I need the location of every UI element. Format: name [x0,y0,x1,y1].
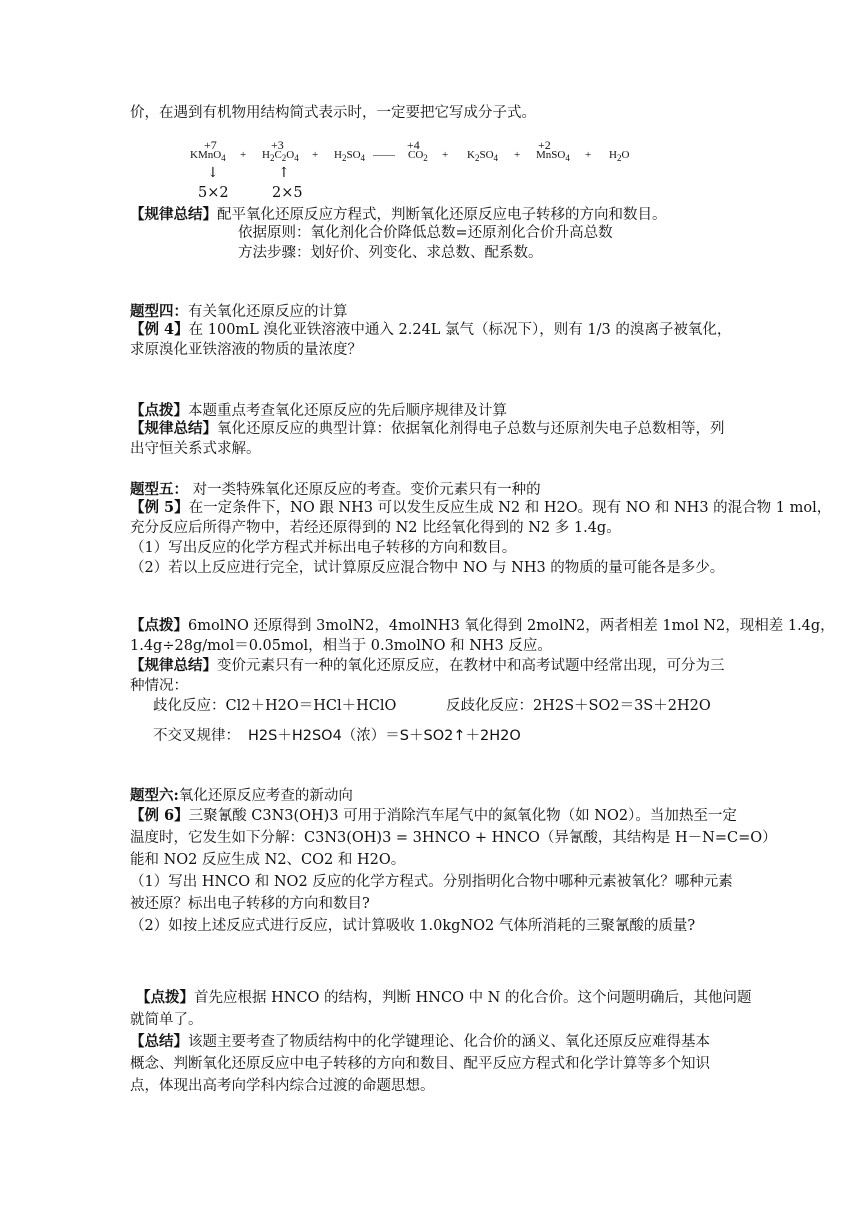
type6-example-line2: 温度时，它发生如下分解：C3N3(OH)3 = 3HNCO + HNCO（异氰酸，其结构是 H－N=C=O） [130,830,777,846]
eq-mnso4: MnSO$_4$ [536,149,570,164]
type4-hint: 【点拨】本题重点考查氧化还原反应的先后顺序规律及计算 [130,402,507,419]
eq-h2so4: $H_2SO_4$ [334,149,366,164]
eq-kmno4: KMnO$_4$ [190,149,226,164]
type5-hint-line1: 【点拨】6molNO 还原得到 3molN2，4molNH3 氧化得到 2molN2，两者相差 1mol N2，现相差 1.4g， [130,617,835,634]
rule1-steps: 方法步骤：划好价、列变化、求总数、配系数。 [238,245,543,261]
type5-disproportionation: 歧化反应：Cl2＋H2O＝HCl＋HClO [153,698,397,714]
eq-plus: + [514,149,521,161]
rule1-line: 【规律总结】配平氧化还原反应方程式，判断氧化还原反应电子转移的方向和数目。 [130,206,667,223]
type4-example-line1: 【例 4】在 100mL 溴化亚铁溶液中通入 2.24L 氯气（标况下），则有 1/3 的溴离子被氧化， [130,321,732,338]
type4-rule-line1: 【规律总结】氧化还原反应的典型计算：依据氧化剂得电子总数与还原剂失电子总数相等，列 [130,420,725,437]
eq-co2: $CO_2$ [408,149,428,164]
eq-h2c2o4: $H_2C_2O_4$ [262,149,299,164]
type6-summary-line1: 【总结】该题主要考查了物质结构中的化学键理论、化合价的涵义、氧化还原反应难得基本 [130,1033,710,1050]
type5-question2: （2）若以上反应进行完全，试计算原反应混合物中 NO 与 NH3 的物质的量可能各是多少。 [130,560,725,576]
type5-title: 题型五： 对一类特殊氧化还原反应的考查。变价元素只有一种的 [130,481,541,498]
eq-plus: + [585,149,592,161]
type5-rule-line1: 【规律总结】变价元素只有一种的氧化还原反应，在教材中和高考试题中经常出现，可分为三 [130,657,725,674]
down-arrow-icon: ↓ [207,165,219,181]
type5-example-line1: 【例 5】在一定条件下，NO 跟 NH3 可以发生反应生成 N2 和 H2O。现有 NO 和 NH3 的混合物 1 mol， [130,499,832,516]
ox-state-mn: +7 [204,138,217,152]
eq-k2so4: $K_2SO_4$ [467,149,499,164]
mult-left: 5×2 [198,185,229,201]
type5-example-line2: 充分反应后所得产物中，若经还原得到的 N2 比经氧化得到的 N2 多 1.4g。 [130,520,621,536]
type5-rule-line2: 种情况： [130,678,188,694]
type6-title: 题型六:氧化还原反应考查的新动向 [130,787,353,804]
mult-right: 2×5 [272,185,303,201]
type5-noncross: 不交叉规律： H2S＋H2SO4（浓）＝S＋SO2↑＋2H2O [153,728,521,744]
ox-state-c2: +4 [407,138,420,152]
type4-example-line2: 求原溴化亚铁溶液的物质的量浓度？ [130,342,362,358]
eq-plus: + [442,149,449,161]
type6-question1-line2: 被还原？标出电子转移的方向和数目? [130,896,370,912]
up-arrow-icon: ↑ [278,165,290,181]
type4-rule-line2: 出守恒关系式求解。 [130,441,261,457]
intro-line: 价，在遇到有机物用结构简式表示时，一定要把它写成分子式。 [130,105,536,121]
type6-example-line3: 能和 NO2 反应生成 N2、CO2 和 H2O。 [130,852,406,868]
eq-plus: + [312,149,319,161]
type5-comproportionation: 反歧化反应：2H2S＋SO2＝3S＋2H2O [446,698,711,714]
type5-question1: （1）写出反应的化学方程式并标出电子转移的方向和数目。 [130,540,517,556]
type6-example-line1: 【例 6】三聚氰酸 C3N3(OH)3 可用于消除汽车尾气中的氮氧化物（如 NO2）。当加热至一定 [130,807,737,824]
type6-question2: （2）如按上述反应式进行反应，试计算吸收 1.0kgNO2 气体所消耗的三聚氰酸的质量? [130,918,696,934]
eq-plus: + [240,149,247,161]
type6-summary-line2: 概念、判断氧化还原反应中电子转移的方向和数目、配平反应方程式和化学计算等多个知识 [130,1056,710,1072]
type5-hint-line2: 1.4g÷28g/mol＝0.05mol，相当于 0.3molNO 和 NH3 反应。 [130,638,552,654]
type6-hint-line2: 就简单了。 [130,1012,203,1028]
type6-question1-line1: （1）写出 HNCO 和 NO2 反应的化学方程式。分别指明化合物中哪种元素被氧化？哪种元素 [130,874,733,890]
eq-arrow: —— [373,149,395,161]
type6-summary-line3: 点，体现出高考向学科内综合过渡的命题思想。 [130,1078,435,1094]
type4-title: 题型四：有关氧化还原反应的计算 [130,303,348,320]
ox-state-c: +3 [271,138,284,152]
rule1-principle: 依据原则：氧化剂化合价降低总数=还原剂化合价升高总数 [238,225,613,241]
ox-state-mn2: +2 [538,138,551,152]
type6-hint-line1: 【点拨】首先应根据 HNCO 的结构，判断 HNCO 中 N 的化合价。这个问题明确后，其他问题 [136,989,752,1006]
eq-h2o: $H_2O$ [609,149,630,164]
